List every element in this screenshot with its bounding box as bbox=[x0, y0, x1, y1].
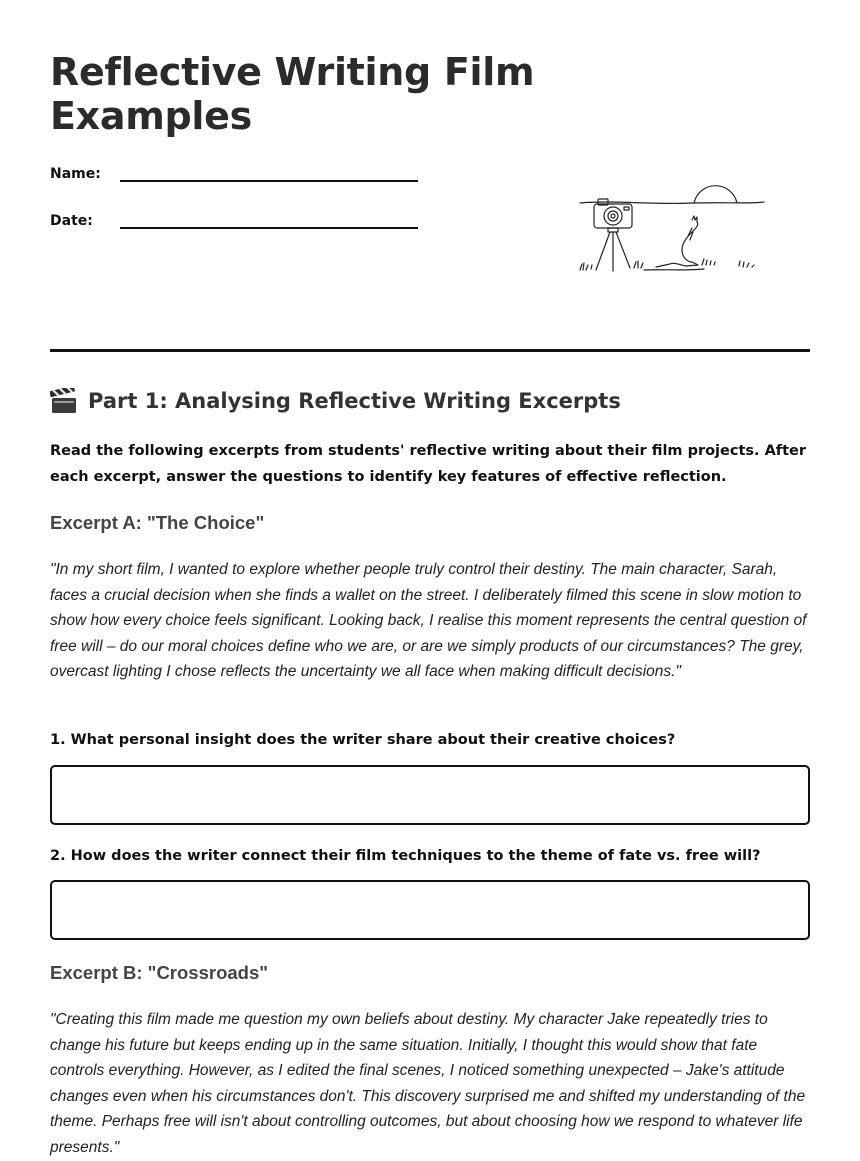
date-label: Date: bbox=[50, 213, 93, 229]
date-field-row bbox=[50, 213, 418, 229]
part1-intro: Read the following excerpts from students' reflective writing about their film projects. After each excerpt, answer the questions to identify key features of effective reflection. bbox=[50, 443, 807, 485]
camera-kangaroo-sunset-illustration bbox=[574, 170, 770, 278]
part1-heading-text: Part 1: Analysing Reflective Writing Excerpts bbox=[88, 389, 621, 413]
question-1: 1. What personal insight does the writer share about their creative choices? bbox=[50, 732, 676, 748]
name-field-row bbox=[50, 166, 418, 182]
title-line-1: Reflective Writing Film bbox=[50, 50, 535, 94]
clapperboard-icon bbox=[50, 388, 78, 414]
excerpt-a-heading: Excerpt A: "The Choice" bbox=[50, 512, 265, 533]
name-field[interactable] bbox=[120, 166, 418, 182]
title-line-2: Examples bbox=[50, 94, 252, 138]
page-title bbox=[50, 50, 534, 138]
excerpt-b-heading: Excerpt B: "Crossroads" bbox=[50, 962, 269, 983]
excerpt-b-text: "Creating this film made me question my own beliefs about destiny. My character Jake repeatedly tries to change his future but keeps ending up in the same situation. Initially, I thought this would show that fate controls everything. However, as I edited the final scenes, I noticed something unexpected – Jake's attitude changes even when his circumstances don't. This discovery surprised me and shifted my understanding of the theme. Perhaps free will isn't about controlling outcomes, but about choosing how we respond to whatever life presents." bbox=[50, 1011, 806, 1156]
name-label: Name: bbox=[50, 166, 101, 182]
question-2: 2. How does the writer connect their film techniques to the theme of fate vs. free will? bbox=[50, 848, 761, 864]
answer-box-1[interactable] bbox=[50, 765, 810, 825]
excerpt-a-text: "In my short film, I wanted to explore whether people truly control their destiny. The main character, Sarah, faces a crucial decision when she finds a wallet on the street. I deliberately filmed this scene in slow motion to show how every choice feels significant. Looking back, I realise this moment represents the central question of free will – do our moral choices define who we are, or are we simply products of our circumstances? The grey, overcast lighting I chose reflects the uncertainty we all face when making difficult decisions." bbox=[50, 561, 807, 681]
part1-heading bbox=[50, 388, 621, 414]
section-divider bbox=[50, 349, 810, 352]
date-field[interactable] bbox=[120, 213, 418, 229]
answer-box-2[interactable] bbox=[50, 880, 810, 940]
